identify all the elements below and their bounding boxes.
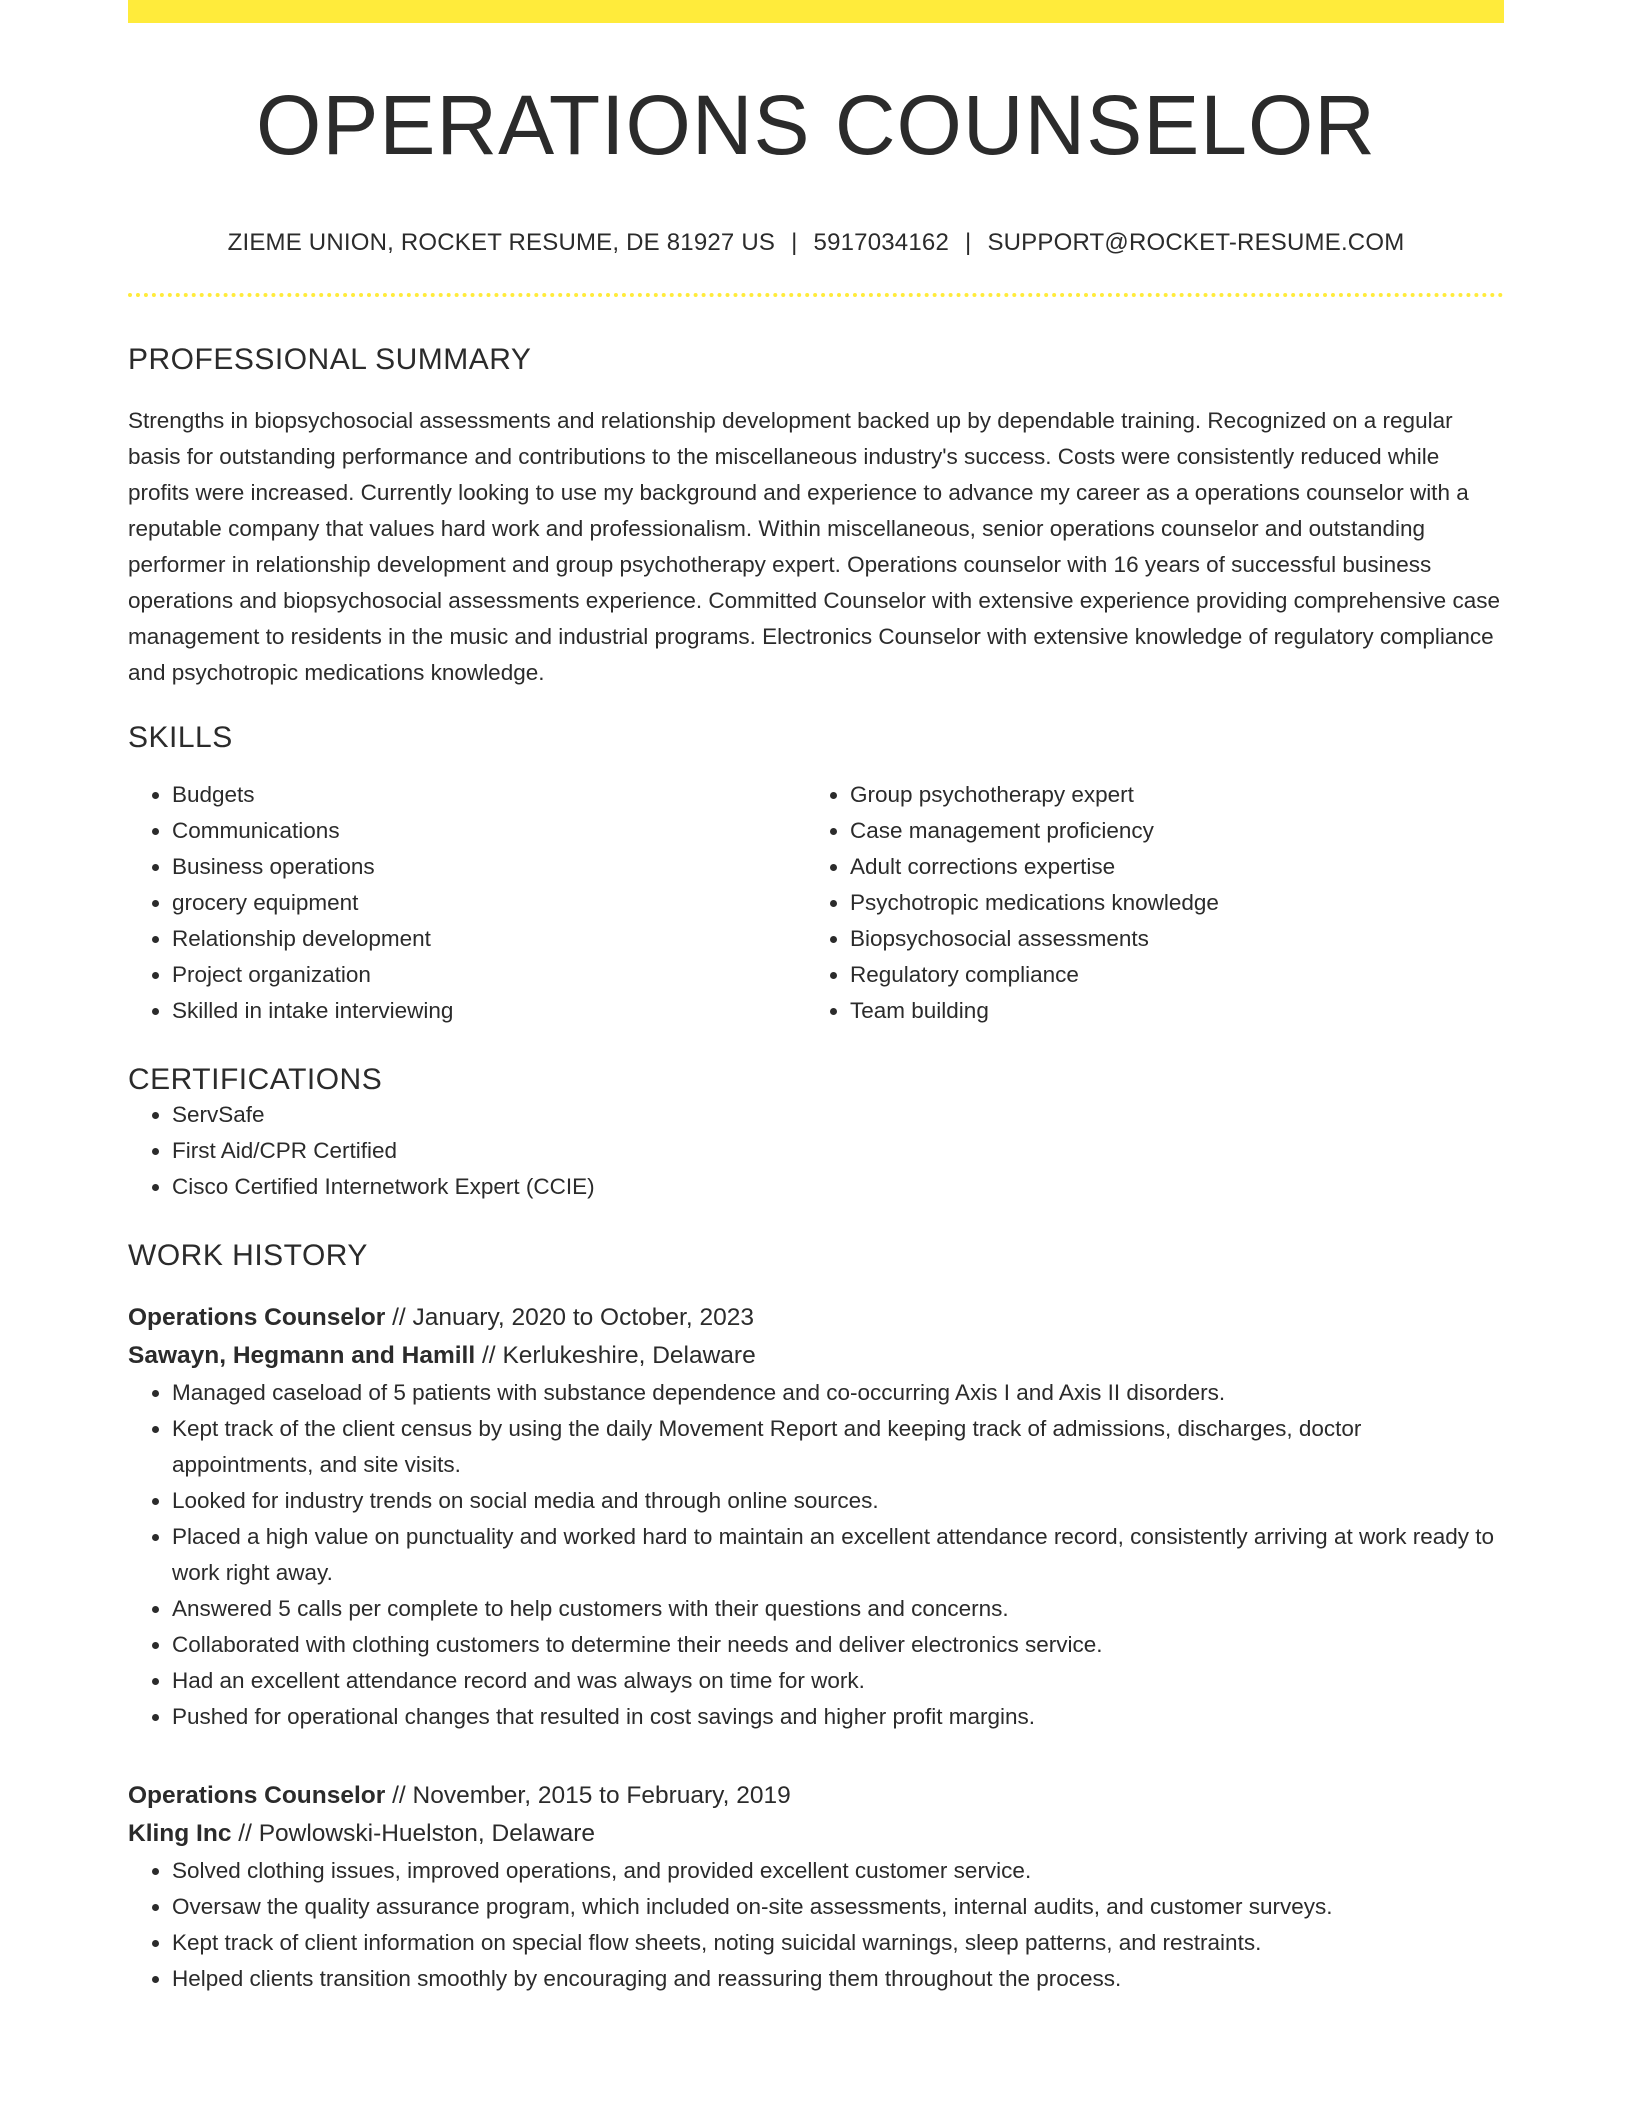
job-company-line bbox=[128, 1815, 1504, 1853]
contact-phone: 5917034162 bbox=[813, 229, 949, 256]
job-title: Operations Counselor bbox=[128, 1782, 386, 1809]
skills-grid bbox=[128, 777, 1504, 1029]
work-history-heading: WORK HISTORY bbox=[128, 1239, 368, 1272]
contact-address: ZIEME UNION, ROCKET RESUME, DE 81927 US bbox=[227, 229, 776, 256]
skill-item: • Skilled in intake interviewing bbox=[172, 993, 806, 1029]
job-title-line bbox=[128, 1777, 1504, 1815]
skill-item: • Psychotropic medications knowledge bbox=[850, 885, 1484, 921]
job-bullets bbox=[128, 1375, 1504, 1735]
skill-item: • Communications bbox=[172, 813, 806, 849]
resume-title: OPERATIONS COUNSELOR bbox=[256, 78, 1376, 172]
job-bullet: • Placed a high value on punctuality and worked hard to maintain an excellent attendance record, consistently arriving at work ready to work right away. bbox=[172, 1519, 1504, 1591]
work-history-list bbox=[128, 1299, 1504, 1997]
job-bullet: • Helped clients transition smoothly by encouraging and reassuring them throughout the process. bbox=[172, 1961, 1504, 1997]
job-company-line bbox=[128, 1337, 1504, 1375]
job-title: Operations Counselor bbox=[128, 1304, 386, 1331]
skill-item: • Case management proficiency bbox=[850, 813, 1484, 849]
certifications-heading: CERTIFICATIONS bbox=[128, 1063, 383, 1096]
summary-text: Strengths in biopsychosocial assessments and relationship development backed up by dependable training. Recognized on a regular basis for outstanding performance and contributions to the miscellaneous industry's success. Costs were consistently reduced while profits were increased. Currently looking to use my background and experience to advance my career as a operations counselor with a reputable company that values hard work and professionalism. Within miscellaneous, senior operations counselor and outstanding performer in relationship development and group psychotherapy expert. Operations counselor with 16 years of successful business operations and biopsychosocial assessments experience. Committed Counselor with extensive experience providing comprehensive case management to residents in the music and industrial programs. Electronics Counselor with extensive knowledge of regulatory compliance and psychotropic medications knowledge. bbox=[128, 408, 1500, 685]
skill-item: • Team building bbox=[850, 993, 1484, 1029]
skill-item: • Budgets bbox=[172, 777, 806, 813]
job-bullets bbox=[128, 1853, 1504, 1997]
certification-item: • First Aid/CPR Certified bbox=[172, 1133, 1504, 1169]
job-title-line bbox=[128, 1299, 1504, 1337]
contact-line bbox=[128, 229, 1504, 257]
contact-email: SUPPORT@ROCKET-RESUME.COM bbox=[987, 229, 1405, 256]
dotted-divider bbox=[128, 293, 1504, 297]
skill-item: • Biopsychosocial assessments bbox=[850, 921, 1484, 957]
job-divider: // bbox=[392, 1782, 406, 1809]
job-dates: November, 2015 to February, 2019 bbox=[412, 1782, 791, 1809]
skill-item: • Regulatory compliance bbox=[850, 957, 1484, 993]
skill-item: • Business operations bbox=[172, 849, 806, 885]
skills-list-left bbox=[128, 777, 806, 1029]
certifications-list bbox=[128, 1097, 1504, 1205]
skills-list-right bbox=[806, 777, 1484, 1029]
skills-column-left bbox=[128, 777, 806, 1029]
contact-separator: | bbox=[791, 229, 798, 256]
skill-item: • Adult corrections expertise bbox=[850, 849, 1484, 885]
job-bullet: • Answered 5 calls per complete to help customers with their questions and concerns. bbox=[172, 1591, 1504, 1627]
job-company: Sawayn, Hegmann and Hamill bbox=[128, 1342, 476, 1369]
job-bullet: • Had an excellent attendance record and was always on time for work. bbox=[172, 1663, 1504, 1699]
job-bullet: • Looked for industry trends on social media and through online sources. bbox=[172, 1483, 1504, 1519]
contact-separator: | bbox=[965, 229, 972, 256]
summary-heading: PROFESSIONAL SUMMARY bbox=[128, 343, 532, 376]
job-divider: // bbox=[238, 1820, 252, 1847]
accent-top-bar bbox=[128, 0, 1504, 23]
job-bullet: • Solved clothing issues, improved operations, and provided excellent customer service. bbox=[172, 1853, 1504, 1889]
skill-item: • Project organization bbox=[172, 957, 806, 993]
skills-heading: SKILLS bbox=[128, 721, 233, 754]
job-dates: January, 2020 to October, 2023 bbox=[412, 1304, 754, 1331]
job-bullet: • Collaborated with clothing customers to determine their needs and deliver electronics service. bbox=[172, 1627, 1504, 1663]
skill-item: • Group psychotherapy expert bbox=[850, 777, 1484, 813]
job-bullet: • Kept track of client information on special flow sheets, noting suicidal warnings, sleep patterns, and restraints. bbox=[172, 1925, 1504, 1961]
resume-page bbox=[128, 0, 1504, 1997]
job-entry bbox=[128, 1299, 1504, 1735]
job-location: Kerlukeshire, Delaware bbox=[502, 1342, 756, 1369]
job-bullet: • Kept track of the client census by using the daily Movement Report and keeping track of admissions, discharges, doctor appointments, and site visits. bbox=[172, 1411, 1504, 1483]
job-entry bbox=[128, 1777, 1504, 1997]
job-bullet: • Oversaw the quality assurance program, which included on-site assessments, internal audits, and customer surveys. bbox=[172, 1889, 1504, 1925]
job-divider: // bbox=[482, 1342, 496, 1369]
certification-item: • Cisco Certified Internetwork Expert (CCIE) bbox=[172, 1169, 1504, 1205]
job-bullet: • Pushed for operational changes that resulted in cost savings and higher profit margins. bbox=[172, 1699, 1504, 1735]
certification-item: • ServSafe bbox=[172, 1097, 1504, 1133]
job-company: Kling Inc bbox=[128, 1820, 232, 1847]
skills-column-right bbox=[806, 777, 1484, 1029]
job-bullet: • Managed caseload of 5 patients with substance dependence and co-occurring Axis I and Axis II disorders. bbox=[172, 1375, 1504, 1411]
skill-item: • grocery equipment bbox=[172, 885, 806, 921]
skill-item: • Relationship development bbox=[172, 921, 806, 957]
job-divider: // bbox=[392, 1304, 406, 1331]
job-location: Powlowski-Huelston, Delaware bbox=[258, 1820, 596, 1847]
